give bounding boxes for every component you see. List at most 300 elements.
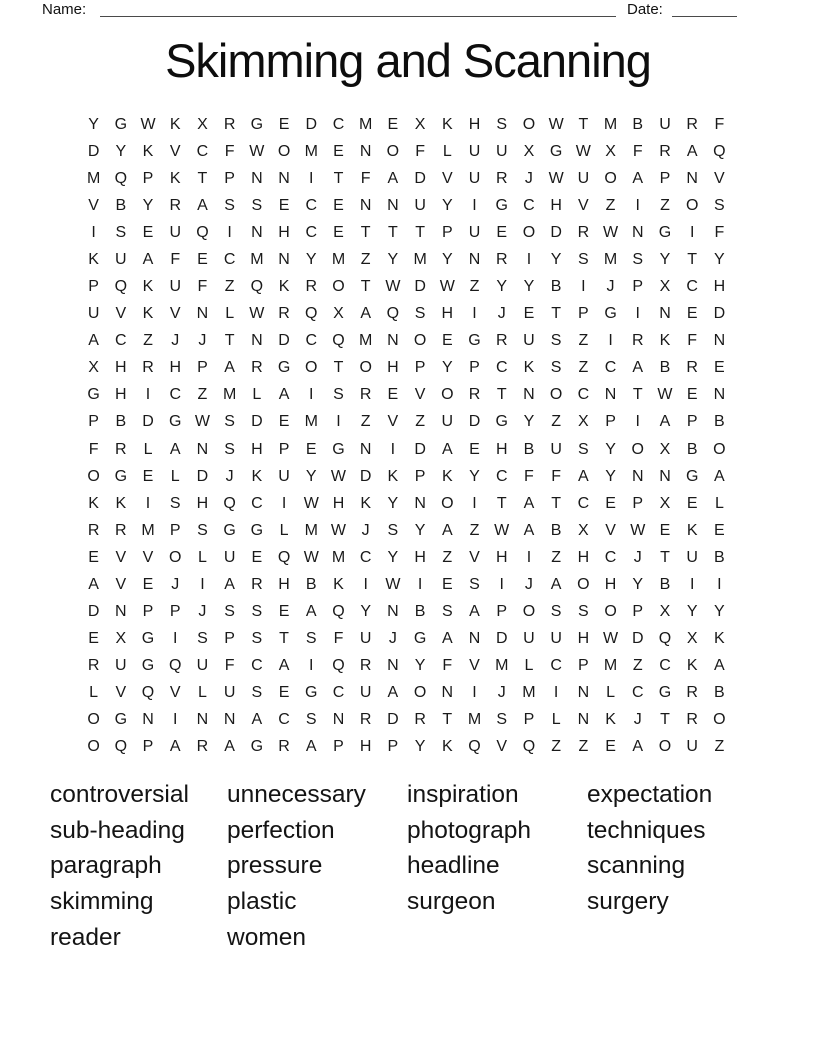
word-item: plastic <box>227 888 297 916</box>
word-item: skimming <box>50 888 154 916</box>
grid-letter: Y <box>550 250 562 268</box>
grid-letter: D <box>414 278 426 296</box>
grid-letter: F <box>632 142 643 160</box>
grid-letter: A <box>88 575 99 593</box>
grid-letter: V <box>441 169 453 187</box>
grid-letter: A <box>659 413 671 431</box>
grid-letter: B <box>115 413 127 431</box>
grid-letter: A <box>387 169 399 187</box>
grid-letter: I <box>227 223 232 241</box>
grid-letter: G <box>250 521 264 539</box>
grid-letter: N <box>196 711 209 729</box>
grid-letter: D <box>550 223 562 241</box>
grid-letter: B <box>686 440 698 458</box>
grid-letter: V <box>115 684 127 702</box>
grid-letter: L <box>143 440 153 458</box>
grid-letter: E <box>333 223 344 241</box>
word-item: reader <box>50 923 121 951</box>
grid-letter: D <box>495 630 508 648</box>
grid-letter: H <box>196 494 209 512</box>
grid-letter: B <box>659 575 671 593</box>
grid-letter: E <box>142 575 154 593</box>
grid-letter: Q <box>468 738 481 756</box>
word-search-grid <box>80 111 733 761</box>
grid-letter: K <box>360 494 372 512</box>
grid-letter: L <box>279 521 289 539</box>
grid-letter: R <box>359 386 372 404</box>
grid-letter: T <box>360 223 371 241</box>
grid-letter: K <box>88 494 99 512</box>
grid-letter: P <box>278 440 290 458</box>
grid-letter: W <box>603 630 619 648</box>
grid-letter: D <box>713 305 726 323</box>
grid-letter: H <box>468 115 481 133</box>
grid-letter: Z <box>143 332 153 350</box>
grid-letter: K <box>142 142 154 160</box>
grid-letter: N <box>251 223 263 241</box>
grid-letter: C <box>550 657 562 675</box>
grid-letter: X <box>414 115 426 133</box>
grid-letter: A <box>441 630 453 648</box>
grid-letter: B <box>659 359 671 377</box>
grid-letter: E <box>278 684 290 702</box>
grid-letter: A <box>523 521 535 539</box>
grid-letter: M <box>86 169 101 187</box>
grid-letter: Z <box>360 250 371 268</box>
grid-letter: P <box>469 359 480 377</box>
grid-letter: B <box>714 548 725 566</box>
grid-letter: X <box>686 630 698 648</box>
grid-letter: H <box>278 223 290 241</box>
grid-letter: S <box>197 521 208 539</box>
grid-letter: R <box>414 711 426 729</box>
grid-letter: F <box>333 630 344 648</box>
grid-letter: A <box>224 575 235 593</box>
grid-letter: D <box>414 440 426 458</box>
grid-letter: O <box>386 142 400 160</box>
grid-letter: P <box>142 738 154 756</box>
grid-letter: S <box>224 413 235 431</box>
grid-letter: M <box>250 250 264 268</box>
grid-letter: E <box>387 386 399 404</box>
grid-letter: G <box>250 738 264 756</box>
grid-letter: R <box>115 440 127 458</box>
grid-letter: O <box>87 467 100 485</box>
grid-letter: S <box>714 196 725 214</box>
grid-letter: O <box>713 440 726 458</box>
grid-letter: T <box>496 386 507 404</box>
grid-letter: C <box>631 684 644 702</box>
grid-letter: U <box>468 223 481 241</box>
grid-letter: K <box>714 630 725 648</box>
grid-letter: P <box>441 223 453 241</box>
grid-letter: U <box>523 332 535 350</box>
grid-letter: B <box>523 440 535 458</box>
grid-letter: K <box>441 115 453 133</box>
grid-letter: Z <box>578 332 589 350</box>
grid-letter: M <box>359 115 373 133</box>
grid-letter: C <box>332 684 345 702</box>
grid-letter: V <box>714 169 725 187</box>
grid-letter: K <box>441 467 453 485</box>
grid-letter: I <box>309 386 314 404</box>
grid-letter: I <box>390 440 396 458</box>
grid-letter: M <box>603 250 618 268</box>
grid-letter: U <box>686 548 698 566</box>
grid-letter: P <box>605 413 616 431</box>
grid-letter: Q <box>141 684 155 702</box>
grid-letter: Q <box>114 169 128 187</box>
grid-letter: I <box>635 196 640 214</box>
grid-letter: G <box>685 467 699 485</box>
grid-letter: R <box>196 738 209 756</box>
grid-letter: Q <box>277 548 291 566</box>
grid-letter: G <box>549 142 563 160</box>
grid-letter: N <box>577 711 590 729</box>
grid-letter: H <box>577 548 590 566</box>
grid-letter: O <box>577 575 590 593</box>
grid-letter: Y <box>305 250 317 268</box>
word-item: surgeon <box>407 888 496 916</box>
grid-letter: W <box>603 223 619 241</box>
grid-letter: E <box>251 548 263 566</box>
grid-letter: L <box>551 711 561 729</box>
grid-letter: P <box>414 359 426 377</box>
grid-letter: U <box>169 223 181 241</box>
grid-letter: K <box>142 305 154 323</box>
grid-letter: D <box>87 142 100 160</box>
grid-letter: D <box>387 711 399 729</box>
grid-letter: P <box>169 521 181 539</box>
grid-letter: M <box>522 684 536 702</box>
grid-letter: R <box>468 386 481 404</box>
grid-letter: P <box>632 278 644 296</box>
grid-letter: Y <box>387 548 399 566</box>
grid-letter: Y <box>659 250 671 268</box>
grid-letter: P <box>523 711 535 729</box>
grid-letter: T <box>197 169 208 187</box>
grid-letter: V <box>169 684 181 702</box>
grid-letter: E <box>686 494 698 512</box>
grid-letter: F <box>687 332 698 350</box>
grid-letter: R <box>577 223 590 241</box>
grid-letter: I <box>417 575 423 593</box>
grid-letter: P <box>387 738 399 756</box>
grid-letter: X <box>659 494 671 512</box>
grid-letter: A <box>387 684 399 702</box>
grid-letter: K <box>659 332 671 350</box>
grid-letter: S <box>578 603 589 621</box>
grid-letter: Q <box>250 278 264 296</box>
grid-letter: N <box>604 386 617 404</box>
word-item: photograph <box>407 816 531 844</box>
grid-letter: F <box>88 440 99 458</box>
grid-letter: I <box>309 169 314 187</box>
grid-letter: C <box>659 657 671 675</box>
grid-letter: S <box>251 630 263 648</box>
word-bank-column <box>50 777 189 956</box>
grid-letter: Y <box>414 521 426 539</box>
grid-letter: Q <box>169 657 182 675</box>
grid-letter: O <box>413 684 427 702</box>
grid-letter: S <box>387 521 399 539</box>
grid-letter: P <box>659 169 671 187</box>
grid-letter: A <box>523 494 535 512</box>
grid-letter: H <box>495 548 508 566</box>
grid-letter: G <box>250 115 264 133</box>
grid-letter: O <box>522 115 536 133</box>
grid-letter: S <box>496 711 508 729</box>
grid-letter: S <box>578 440 589 458</box>
grid-letter: W <box>439 278 455 296</box>
grid-letter: K <box>333 575 344 593</box>
grid-letter: S <box>251 603 263 621</box>
grid-letter: U <box>223 684 236 702</box>
grid-letter: Y <box>115 142 127 160</box>
grid-letter: W <box>494 521 510 539</box>
grid-letter: N <box>387 196 399 214</box>
grid-letter: O <box>604 169 617 187</box>
grid-letter: G <box>114 467 128 485</box>
grid-letter: I <box>91 223 96 241</box>
grid-letter: X <box>115 630 127 648</box>
grid-letter: R <box>251 359 263 377</box>
word-item: unnecessary <box>227 781 366 808</box>
grid-letter: Q <box>114 738 128 756</box>
grid-letter: R <box>359 657 372 675</box>
grid-letter: D <box>251 413 263 431</box>
grid-letter: T <box>360 278 371 296</box>
grid-letter: C <box>332 115 345 133</box>
grid-letter: A <box>441 521 453 539</box>
grid-letter: N <box>387 603 399 621</box>
grid-letter: H <box>278 575 290 593</box>
grid-letter: Q <box>305 305 318 323</box>
grid-letter: L <box>606 684 615 702</box>
grid-letter: N <box>278 250 290 268</box>
grid-letter: E <box>197 250 208 268</box>
grid-letter: S <box>224 196 235 214</box>
grid-letter: P <box>578 305 589 323</box>
grid-letter: C <box>223 250 236 268</box>
grid-letter: H <box>115 359 127 377</box>
grid-letter: I <box>581 278 586 296</box>
grid-letter: A <box>632 738 644 756</box>
grid-letter: T <box>660 711 670 729</box>
grid-letter: U <box>223 548 236 566</box>
word-item: perfection <box>227 816 335 844</box>
grid-letter: F <box>551 467 562 485</box>
grid-letter: B <box>550 521 562 539</box>
grid-letter: P <box>496 603 508 621</box>
grid-letter: J <box>225 467 234 485</box>
grid-letter: R <box>223 115 236 133</box>
grid-letter: A <box>278 657 290 675</box>
grid-letter: J <box>198 603 207 621</box>
grid-letter: C <box>604 359 617 377</box>
grid-letter: R <box>142 359 154 377</box>
grid-letter: R <box>495 169 508 187</box>
grid-letter: H <box>495 440 508 458</box>
grid-letter: T <box>279 630 289 648</box>
grid-letter: C <box>577 494 590 512</box>
grid-letter: N <box>278 169 290 187</box>
grid-letter: P <box>142 603 154 621</box>
grid-letter: I <box>608 332 613 350</box>
grid-letter: N <box>251 169 263 187</box>
grid-letter: P <box>142 169 154 187</box>
grid-letter: D <box>468 413 481 431</box>
grid-letter: S <box>169 494 181 512</box>
grid-letter: G <box>495 196 508 214</box>
grid-letter: W <box>548 169 564 187</box>
grid-letter: I <box>689 223 695 241</box>
grid-letter: K <box>523 359 535 377</box>
grid-letter: P <box>632 603 644 621</box>
grid-letter: E <box>278 196 290 214</box>
grid-letter: K <box>441 738 453 756</box>
grid-letter: A <box>88 332 99 350</box>
grid-letter: M <box>304 413 318 431</box>
grid-letter: G <box>305 684 318 702</box>
grid-letter: H <box>577 630 590 648</box>
grid-letter: T <box>496 494 507 512</box>
grid-letter: M <box>603 657 618 675</box>
grid-letter: K <box>686 657 698 675</box>
word-item: inspiration <box>407 781 519 808</box>
grid-letter: U <box>468 142 481 160</box>
grid-letter: K <box>278 278 290 296</box>
grid-letter: F <box>170 250 181 268</box>
grid-letter: M <box>495 657 509 675</box>
grid-letter: E <box>469 440 480 458</box>
grid-letter: W <box>548 115 564 133</box>
grid-letter: R <box>305 278 318 296</box>
grid-letter: C <box>251 657 263 675</box>
grid-letter: F <box>714 115 725 133</box>
grid-letter: V <box>142 548 154 566</box>
grid-letter: N <box>142 711 154 729</box>
grid-letter: P <box>88 413 99 431</box>
grid-letter: S <box>550 603 562 621</box>
header <box>0 0 816 22</box>
grid-letter: M <box>141 521 155 539</box>
grid-letter: C <box>196 142 209 160</box>
grid-letter: V <box>115 548 127 566</box>
word-bank-column <box>587 777 712 920</box>
grid-letter: S <box>550 332 562 350</box>
grid-letter: V <box>578 196 589 214</box>
grid-letter: V <box>496 738 508 756</box>
grid-letter: C <box>523 196 535 214</box>
grid-letter: Y <box>686 603 698 621</box>
grid-letter: X <box>333 305 344 323</box>
word-item: scanning <box>587 852 686 880</box>
grid-letter: I <box>689 575 695 593</box>
grid-letter: I <box>173 630 178 648</box>
grid-letter: E <box>278 115 290 133</box>
grid-letter: C <box>359 548 372 566</box>
grid-letter: M <box>603 115 618 133</box>
grid-letter: W <box>385 278 401 296</box>
grid-letter: H <box>604 575 617 593</box>
grid-letter: L <box>89 684 99 702</box>
grid-letter: P <box>224 169 235 187</box>
grid-letter: S <box>224 440 235 458</box>
grid-letter: L <box>252 386 262 404</box>
grid-letter: U <box>523 630 535 648</box>
grid-letter: X <box>88 359 99 377</box>
grid-letter: E <box>496 223 508 241</box>
grid-letter: X <box>659 603 671 621</box>
grid-letter: A <box>305 738 317 756</box>
grid-letter: O <box>631 440 644 458</box>
grid-letter: U <box>550 630 562 648</box>
grid-letter: F <box>415 142 425 160</box>
grid-letter: N <box>387 657 399 675</box>
grid-letter: T <box>578 115 589 133</box>
grid-letter: I <box>635 305 640 323</box>
grid-letter: K <box>169 115 181 133</box>
grid-letter: R <box>631 332 644 350</box>
grid-letter: Y <box>496 278 508 296</box>
grid-letter: U <box>359 684 372 702</box>
word-bank-column <box>227 777 366 956</box>
grid-letter: W <box>194 413 210 431</box>
grid-letter: L <box>442 142 452 160</box>
grid-letter: M <box>331 548 346 566</box>
grid-letter: J <box>497 684 506 702</box>
grid-letter: H <box>414 548 426 566</box>
grid-letter: G <box>87 386 100 404</box>
grid-letter: C <box>577 386 590 404</box>
grid-letter: Y <box>441 359 453 377</box>
grid-letter: Z <box>551 738 562 756</box>
grid-letter: N <box>196 305 209 323</box>
grid-letter: N <box>441 684 454 702</box>
grid-letter: V <box>169 142 181 160</box>
grid-letter: J <box>633 711 642 729</box>
grid-letter: J <box>361 521 370 539</box>
grid-letter: Y <box>88 115 99 133</box>
grid-letter: P <box>414 467 426 485</box>
grid-letter: Z <box>632 657 643 675</box>
grid-letter: S <box>414 305 426 323</box>
grid-letter: N <box>523 386 535 404</box>
grid-letter: U <box>468 169 481 187</box>
grid-letter: K <box>605 711 616 729</box>
grid-letter: E <box>686 305 698 323</box>
grid-letter: A <box>169 738 181 756</box>
grid-letter: H <box>359 738 372 756</box>
grid-letter: G <box>332 440 345 458</box>
grid-letter: J <box>524 575 533 593</box>
grid-letter: T <box>415 223 425 241</box>
grid-letter: T <box>333 169 344 187</box>
grid-letter: N <box>659 305 671 323</box>
grid-letter: V <box>169 305 181 323</box>
grid-letter: C <box>115 332 127 350</box>
grid-letter: H <box>251 440 263 458</box>
grid-letter: N <box>387 332 399 350</box>
grid-letter: F <box>360 169 371 187</box>
grid-letter: R <box>87 657 100 675</box>
grid-letter: P <box>169 603 181 621</box>
grid-letter: M <box>467 711 482 729</box>
grid-letter: R <box>495 332 508 350</box>
grid-letter: R <box>686 359 698 377</box>
grid-letter: O <box>441 386 454 404</box>
